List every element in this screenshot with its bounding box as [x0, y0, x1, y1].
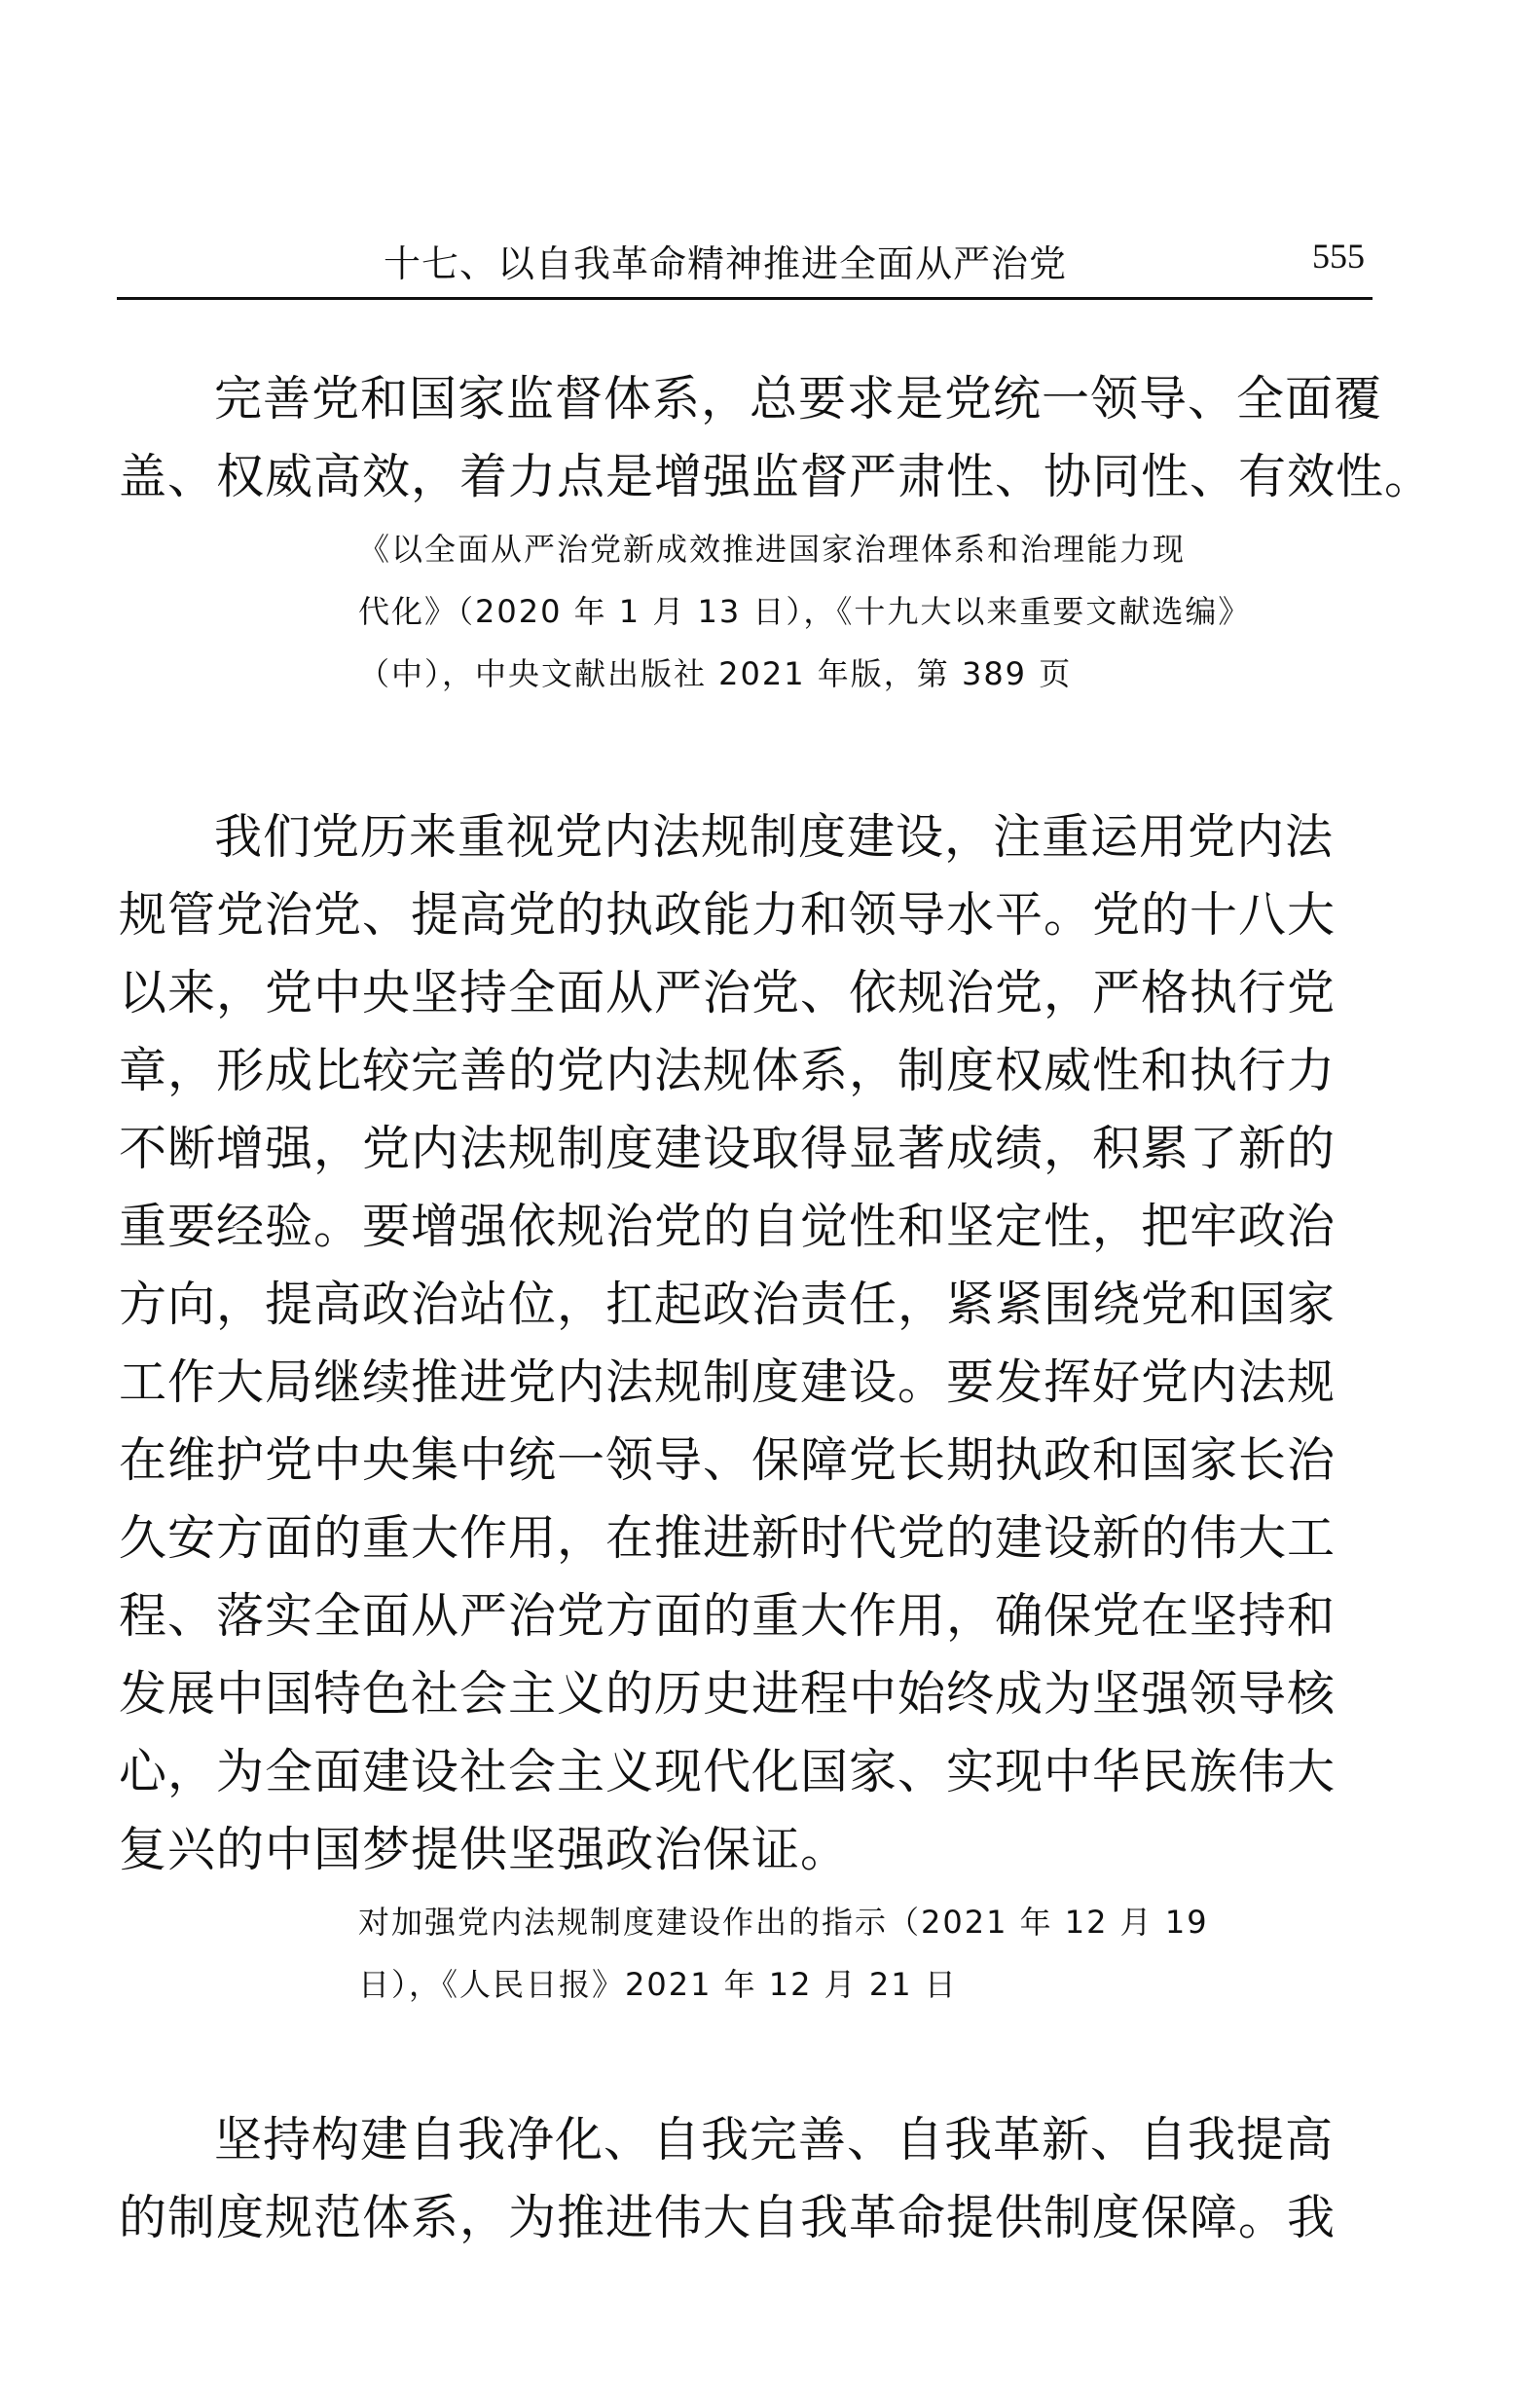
paragraph-line: 方向，提高政治站位，扛起政治责任，紧紧围绕党和国家: [119, 1277, 1337, 1332]
citation-line: （中），中央文献出版社 2021 年版，第 389 页: [358, 655, 1073, 692]
paragraph-2: [119, 798, 1384, 1889]
paragraph-line: 不断增强，党内法规制度建设取得显著成绩，积累了新的: [119, 1121, 1337, 1176]
citation-line: 代化》（2020 年 1 月 13 日），《十九大以来重要文献选编》: [358, 593, 1252, 630]
citation-line: 日），《人民日报》2021 年 12 月 21 日: [358, 1966, 958, 2003]
paragraph-1: [119, 360, 1434, 516]
paragraph-line: 以来，党中央坚持全面从严治党、依规治党，严格执行党: [119, 965, 1337, 1020]
chapter-title: 十七、以自我革命精神推进全面从严治党: [384, 242, 1068, 285]
paragraph-line: 章，形成比较完善的党内法规体系，制度权威性和执行力: [119, 1043, 1337, 1098]
citation-line: 对加强党内法规制度建设作出的指示（2021 年 12 月 19: [358, 1904, 1209, 1941]
paragraph-line: 完善党和国家监督体系，总要求是党统一领导、全面覆: [214, 371, 1383, 426]
running-header: [117, 234, 1373, 300]
paragraph-line: 工作大局继续推进党内法规制度建设。要发挥好党内法规: [119, 1354, 1337, 1410]
paragraph-3: [119, 2101, 1384, 2257]
paragraph-line: 规管党治党、提高党的执政能力和领导水平。党的十八大: [119, 887, 1337, 943]
paragraph-line: 发展中国特色社会主义的历史进程中始终成为坚强领导核: [119, 1666, 1337, 1722]
header-rule: [117, 297, 1373, 300]
paragraph-line: 复兴的中国梦提供坚强政治保证。: [119, 1822, 850, 1877]
paragraph-line: 的制度规范体系，为推进伟大自我革命提供制度保障。我: [119, 2190, 1337, 2245]
paragraph-line: 程、落实全面从严治党方面的重大作用，确保党在坚持和: [119, 1588, 1337, 1644]
page-number: 555: [1312, 237, 1365, 276]
paragraph-line: 坚持构建自我净化、自我完善、自我革新、自我提高: [214, 2112, 1335, 2167]
paragraph-line: 心，为全面建设社会主义现代化国家、实现中华民族伟大: [119, 1744, 1337, 1799]
citation-line: 《以全面从严治党新成效推进国家治理体系和治理能力现: [358, 531, 1187, 568]
paragraph-line: 久安方面的重大作用，在推进新时代党的建设新的伟大工: [119, 1510, 1337, 1566]
paragraph-line: 我们党历来重视党内法规制度建设，注重运用党内法: [214, 809, 1335, 865]
paragraph-line: 在维护党中央集中统一领导、保障党长期执政和国家长治: [119, 1432, 1337, 1488]
paragraph-line: 重要经验。要增强依规治党的自觉性和坚定性，把牢政治: [119, 1199, 1337, 1254]
citation-2: [358, 1891, 1380, 2016]
paragraph-line: 盖、权威高效，着力点是增强监督严肃性、协同性、有效性。: [119, 449, 1434, 504]
citation-1: [358, 518, 1380, 705]
